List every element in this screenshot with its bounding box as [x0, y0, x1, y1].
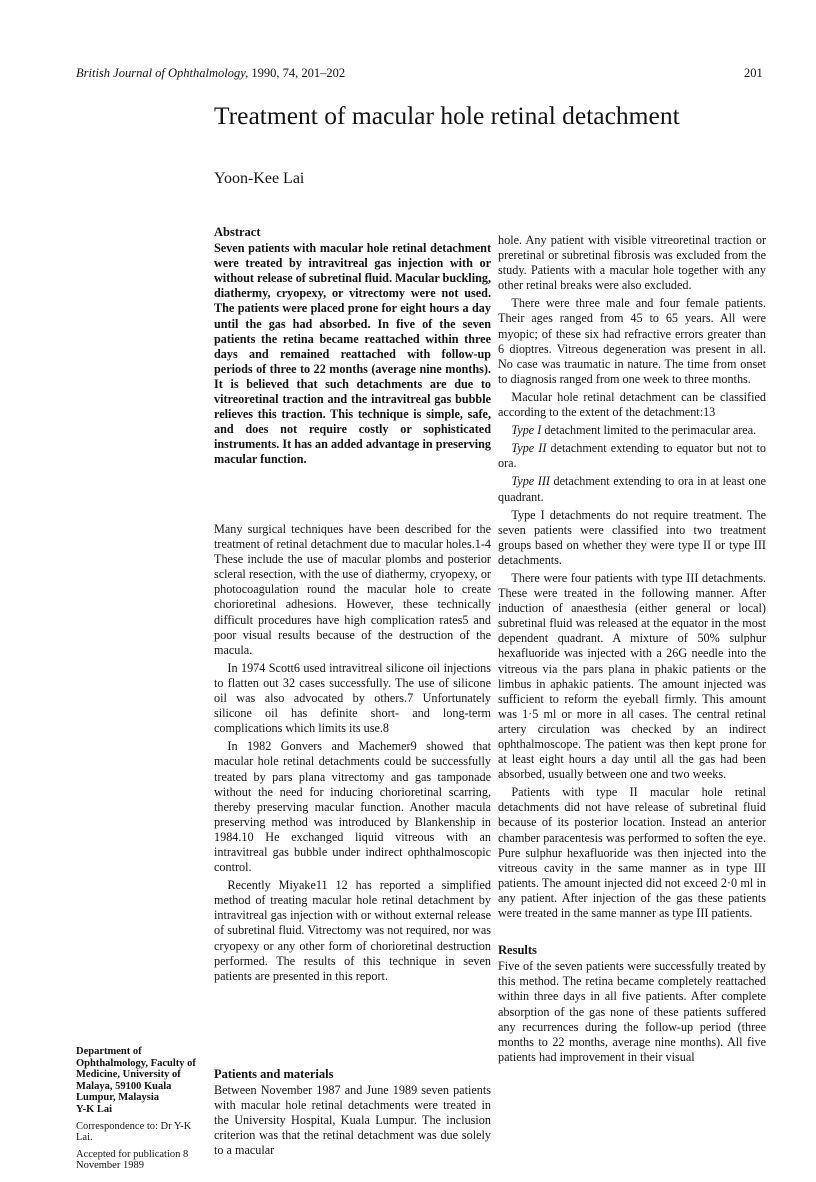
type-definition: Type II detachment extending to equator but not to ora. [498, 441, 767, 471]
abstract-block [214, 225, 491, 468]
methods-paragraph: Macular hole retinal detachment can be classified according to the extent of the detachment:13 [498, 389, 766, 420]
journal-name: British Journal of Ophthalmology, [76, 66, 249, 80]
intro-paragraph: In 1974 Scott6 used intravitreal silicone oil injections to flatten out 32 cases successfully. The use of silicone oil was also advocated by others.7 Unfortunately silicone oil has definite short- and long-term complications which limits its use.8 [214, 660, 491, 736]
abstract-text: Seven patients with macular hole retinal detachment were treated by intravitreal gas injection with or without release of subretinal fluid. Macular buckling, diathermy, cryopexy, or vitrectomy were not used. The patients were placed prone for eight hours a day until the gas had absorbed. In five of the seven patients the retina became reattached within three days and remained reattached with follow-up periods of three to 22 months (average nine months). It is believed that such detachments are due to vitreoretinal traction and the intravitreal gas bubble relieves this traction. This technique is simple, safe, and does not require costly or sophisticated instruments. It has an added advantage in preserving macular function. [214, 241, 491, 467]
section-heading: Results [498, 943, 537, 958]
author-affiliation [76, 1046, 204, 1172]
journal-header [76, 66, 345, 81]
intro-paragraph: Many surgical techniques have been described for the treatment of retinal detachment due to macular holes.1-4 These include the use of macular plombs and posterior scleral resection, with the use of diathermy, cryopexy, or photocoagulation round the macular hole to create chorioretinal adhesions. However, these technically difficult procedures have high complication rates5 and poor visual results because of the destruction of the macula. [214, 522, 491, 657]
methods-paragraph: There were four patients with type III detachments. These were treated in the following manner. After induction of anaesthesia (either general or local) subretinal fluid was released at the equator in the most dependent quadrant. A mixture of 50% sulphur hexafluoride was injected with a 26G needle into the vitreous via the pars plana in phakic patients or the limbus in aphakic patients. The amount injected was sufficient to reform the eyeball firmly. This amount was 1·5 ml or more in all cases. The central retinal artery circulation was checked by an indirect ophthalmoscope. The patient was then kept prone for at least eight hours a day until all the gas had been absorbed, usually between one and two weeks. [498, 570, 766, 782]
type-label: Type II [511, 441, 547, 456]
intro-paragraph: Recently Miyake11 12 has reported a simplified method of treating macular hole retinal detachment by intravitreal gas injection with or without external release of subretinal fluid. Vitrectomy was not required, nor was cryopexy or any other form of chorioretinal destruction performed. The results of this technique in seven patients are presented in this report. [214, 878, 491, 983]
journal-citation: 1990, 74, 201–202 [248, 66, 346, 80]
methods-paragraph: Patients with type II macular hole retinal detachments did not have release of subretinal fluid because of its posterior location. Instead an anterior chamber paracentesis was performed to soften the eye. Pure sulphur hexafluoride was then injected into the vitreous cavity in the same manner as in type III patients. The amount injected did not exceed 2·0 ml in any patient. After injection of the gas these patients were treated in the same manner as type III patients. [498, 785, 766, 921]
introduction [214, 522, 491, 984]
type-definition: Type III detachment extending to ora in at least one quadrant. [498, 474, 767, 504]
accepted-note: Accepted for publication 8 November 1989 [76, 1148, 189, 1172]
section-heading: Patients and materials [214, 1067, 334, 1081]
right-column [498, 233, 766, 1065]
page-number: 201 [744, 66, 763, 80]
correspondence-note: Correspondence to: Dr Y-K Lai. [76, 1120, 192, 1144]
results-paragraph: Five of the seven patients were successfully treated by this method. The retina became completely reattached within three days in all five patients. After complete absorption of the gas none of these patients suffered any recurrences during the follow-up period (three months to 22 months, average nine months). All five patients had improvement in their visual [498, 959, 766, 1064]
type-label: Type III [511, 474, 550, 489]
methods-paragraph: Type I detachments do not require treatment. The seven patients were classified into two treatment groups based on whether they were type II or type III detachments. [498, 507, 766, 567]
article-title: Treatment of macular hole retinal detachment [214, 101, 680, 130]
methods-paragraph: hole. Any patient with visible vitreoretinal traction or preretinal or subretinal fibrosis was excluded from the study. Patients with a macular hole together with any other retinal breaks were also excluded. [498, 233, 766, 293]
methods-paragraph: Between November 1987 and June 1989 seven patients with macular hole retinal detachments were treated in the University Hospital, Kuala Lumpur. The inclusion criterion was that the retinal detachment was due solely to a macular [214, 1083, 491, 1158]
article-author: Yoon-Kee Lai [214, 170, 305, 187]
type-definition: Type I detachment limited to the perimacular area. [511, 423, 757, 438]
abstract-heading: Abstract [214, 225, 261, 239]
type-label: Type I [511, 423, 542, 438]
department-address: Department of Ophthalmology, Faculty of Medicine, University of Malaya, 59100 Kuala Lumpur, Malaysia [76, 1046, 196, 1104]
author-initials: Y-K Lai [76, 1103, 113, 1115]
methods-paragraph: There were three male and four female patients. Their ages ranged from 45 to 65 years. All were myopic; of these six had refractive errors greater than 6 dioptres. Vitreous degeneration was present in all. No case was traumatic in nature. The time from onset to diagnosis ranged from one week to three months. [498, 296, 766, 386]
intro-paragraph: In 1982 Gonvers and Machemer9 showed that macular hole retinal detachments could be successfully treated by pars plana vitrectomy and gas tamponade without the need for inducing chorioretinal scarring, thereby preserving macular function. Another macula preserving method was introduced by Blankenship in 1984.10 He exchanged liquid vitreous with an intravitreal gas bubble under indirect ophthalmoscopic control. [214, 739, 491, 875]
patients-materials-section [214, 1067, 491, 1159]
